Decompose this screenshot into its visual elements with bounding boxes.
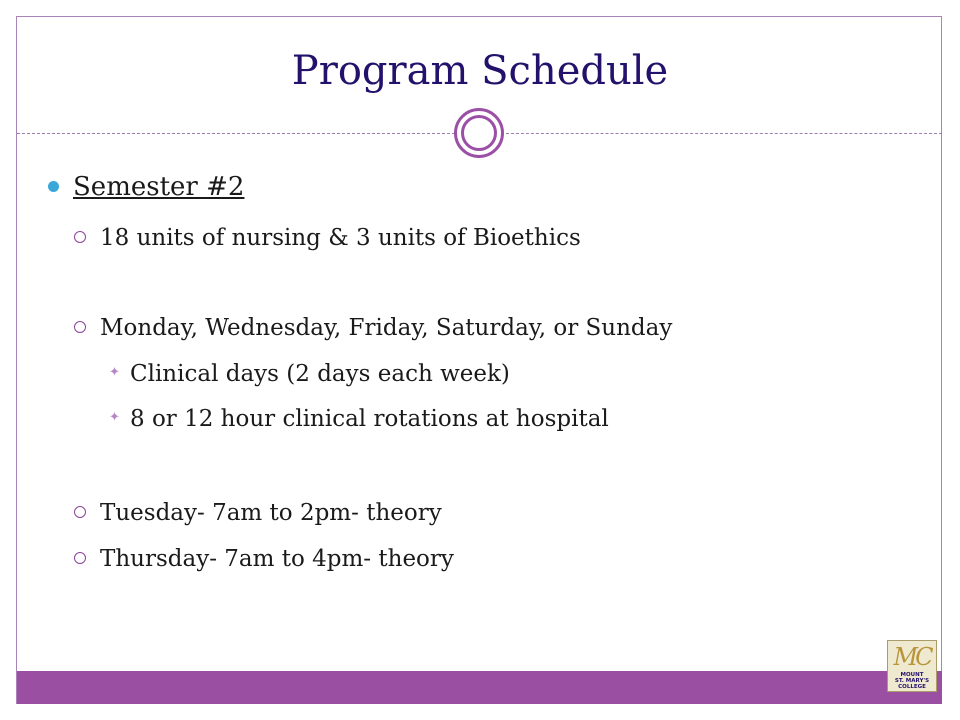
ring-ornament-inner — [461, 115, 497, 151]
bullet-clinical-days-of-week — [74, 315, 672, 341]
filled-circle-bullet-icon — [48, 181, 59, 192]
bullet-units — [74, 225, 581, 251]
ring-ornament-icon — [454, 108, 504, 158]
title-divider-right — [506, 133, 942, 134]
bullet-text: Clinical days (2 days each week) — [130, 361, 510, 387]
bullet-text: 18 units of nursing & 3 units of Bioethics — [100, 225, 581, 251]
bullet-text: Thursday- 7am to 4pm- theory — [100, 546, 454, 572]
bullet-tuesday — [74, 500, 442, 526]
bullet-semester — [48, 172, 244, 202]
slide-title: Program Schedule — [291, 48, 669, 94]
logo-monogram: MC — [893, 643, 931, 671]
hollow-circle-bullet-icon — [74, 552, 86, 564]
title-divider-left — [17, 133, 455, 134]
bullet-text: Tuesday- 7am to 2pm- theory — [100, 500, 442, 526]
star-bullet-icon: ✦ — [109, 364, 120, 380]
bullet-text: Semester #2 — [73, 172, 245, 202]
bullet-text: 8 or 12 hour clinical rotations at hospital — [130, 406, 609, 432]
sub-bullet-clinical-days — [109, 361, 510, 387]
bullet-thursday — [74, 546, 454, 572]
hollow-circle-bullet-icon — [74, 231, 86, 243]
college-logo — [887, 640, 937, 692]
hollow-circle-bullet-icon — [74, 321, 86, 333]
sub-bullet-rotations — [109, 406, 609, 432]
star-bullet-icon: ✦ — [109, 409, 120, 425]
footer-bar — [17, 671, 942, 704]
logo-wordmark: MOUNT ST. MARY'S COLLEGE — [894, 672, 930, 690]
bullet-text: Monday, Wednesday, Friday, Saturday, or Sunday — [100, 315, 673, 341]
hollow-circle-bullet-icon — [74, 506, 86, 518]
